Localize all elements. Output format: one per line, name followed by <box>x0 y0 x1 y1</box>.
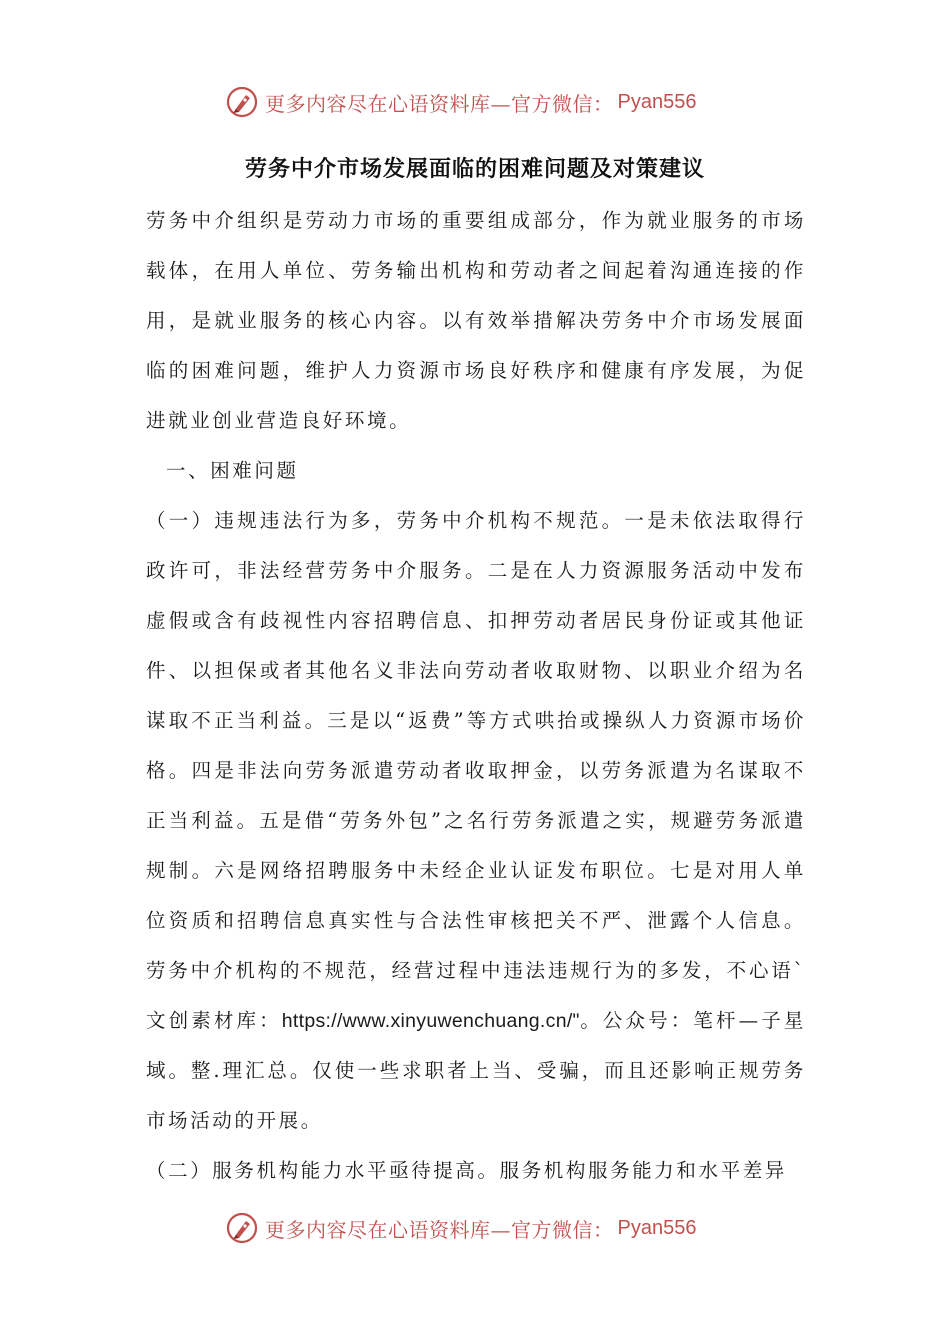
intro-paragraph: 劳务中介组织是劳动力市场的重要组成部分，作为就业服务的市场载体，在用人单位、劳务输出机构和劳动者之间起着沟通连接的作用，是就业服务的核心内容。以有效举措解决劳务中介市场发展面临的困难问题，维护人力资源市场良好秩序和健康有序发展，为促进就业创业营造良好环境。 <box>146 209 806 432</box>
document-title: 劳务中介市场发展面临的困难问题及对策建议 <box>244 156 705 182</box>
paragraph-text-part1: （一）违规违法行为多，劳务中介机构不规范。一是未依法取得行政许可，非法经营劳务中介服务。二是在人力资源服务活动中发布虚假或含有歧视性内容招聘信息、扣押劳动者居民身份证或其他证件、以担保或者其他名义非法向劳动者收取财物、以职业介绍为名谋取不正当利益。三是以“返费”等方式哄抬或操纵人力资源市场价格。四是非法向劳务派遣劳动者收取押金，以劳务派遣为名谋取不正当利益。五是借“劳务外包”之名行劳务派遣之实，规避劳务派遣规制。六是网络招聘服务中未经企业认证发布职位。七是对用人单位资质和招聘信息真实性与合法性审核把关不严、泄露个人信息。劳务中介机构的不规范，经营过程中违法违规行为的多发，不心语`文创素材库： <box>146 509 806 1032</box>
source-url-link[interactable]: https://www.xinyuwenchuang.cn/" <box>281 1010 580 1032</box>
header-banner <box>225 82 745 122</box>
document-body <box>146 196 806 1196</box>
banner-text: 更多内容尽在心语资料库—官方微信： <box>265 91 614 116</box>
paragraph-text-part2: 。公众号：笔杆—子星域。整.理汇总。仅使一些求职者上当、受骗，而且还影响正规劳务市场活动的开展。 <box>146 1009 806 1132</box>
pen-nib-logo-icon <box>225 1211 259 1245</box>
footer-banner <box>225 1208 745 1248</box>
banner-text: 更多内容尽在心语资料库—官方微信： <box>265 1217 614 1242</box>
paragraph-service-capacity: （二）服务机构能力水平亟待提高。服务机构服务能力和水平差异 <box>146 1159 787 1182</box>
wechat-id: Pyan556 <box>617 90 697 113</box>
wechat-id: Pyan556 <box>617 1216 697 1239</box>
section-heading-problems: 一、困难问题 <box>166 459 299 482</box>
pen-nib-logo-icon <box>225 85 259 119</box>
paragraph-irregularities <box>146 496 806 1146</box>
